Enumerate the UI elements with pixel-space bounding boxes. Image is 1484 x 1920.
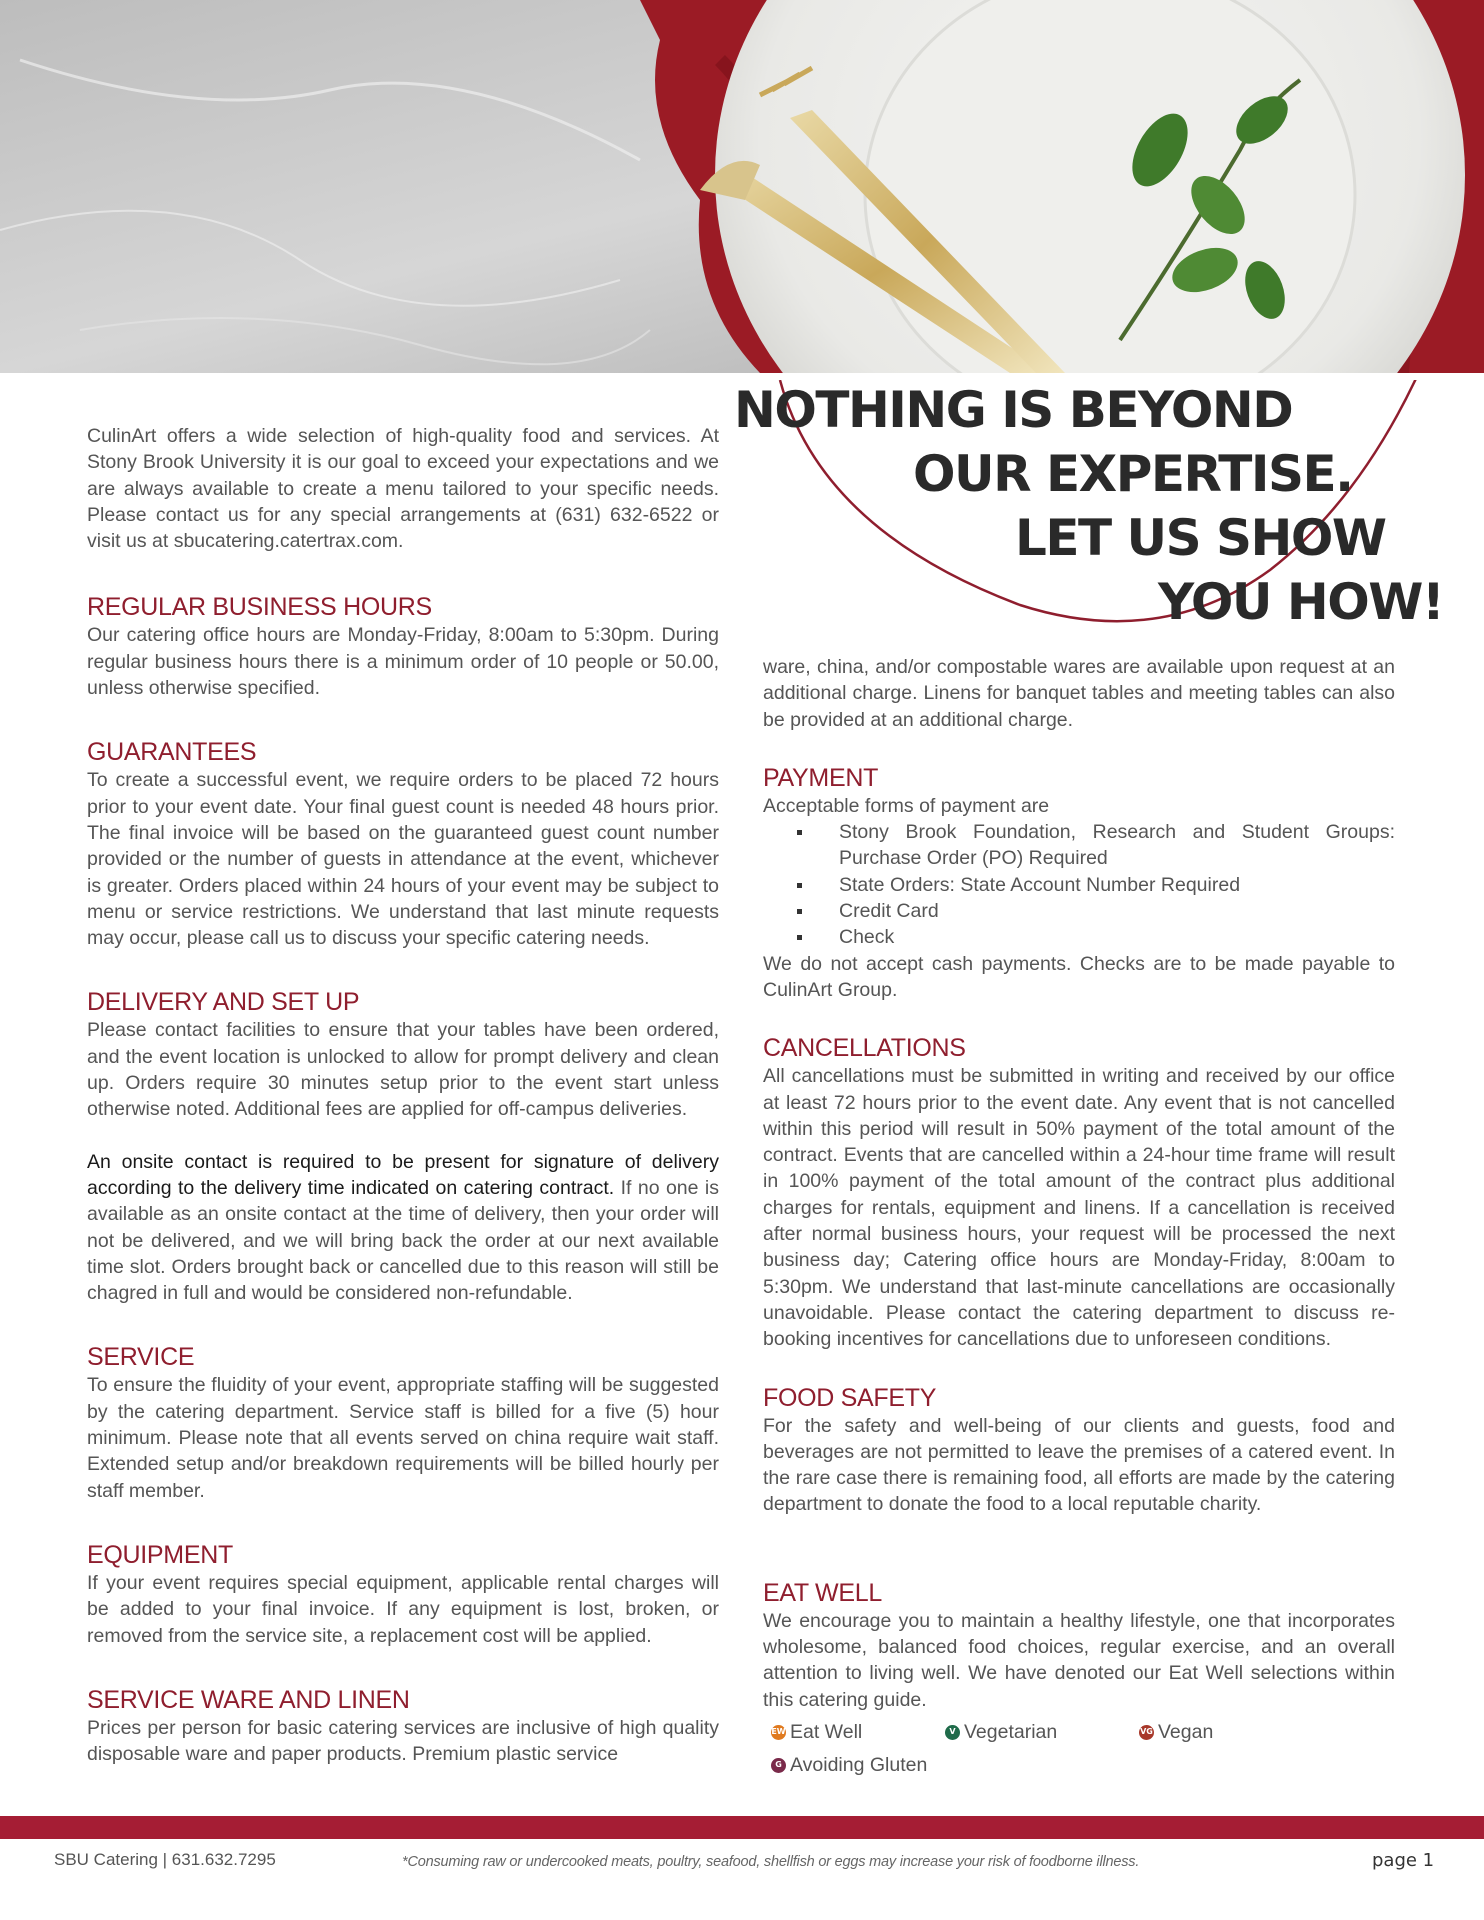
onsite-contact-text: If no one is available as an onsite contact at the time of delivery, then your order will not be delivered, and we will bring back the order at our next available time slot. Orders brought back or cancelled due to this reason will still be chagred in full and would be considered non-refundable. bbox=[87, 1176, 719, 1305]
right-column bbox=[763, 654, 1395, 1779]
section-body-cancellations: All cancellations must be submitted in writing and received by our office at least 72 hours prior to the event date. Any event that is not cancelled within this period will result in 50% payment of the total amount of the contract. Events that are cancelled within a 24-hour time frame will result in 100% payment of the total amount of the contract plus additional charges for rentals, equipment and linens. If a cancellation is received after normal business hours, your request will be processed the next business day; Catering office hours are Monday-Friday, 8:00am to 5:30pm. We understand that last-minute cancellations are occasionally unavoidable. Please contact the catering department to discuss re-booking incentives for cancellations due to unforeseen conditions. bbox=[763, 1065, 1395, 1351]
dietary-legend bbox=[763, 1717, 1395, 1779]
left-column bbox=[87, 423, 719, 1767]
section-body-hours: Our catering office hours are Monday-Friday, 8:00am to 5:30pm. During regular business hours there is a minimum order of 10 people or 50.00, unless otherwise specified. bbox=[87, 624, 719, 700]
section-body-serviceware: Prices per person for basic catering services are inclusive of high quality disposable ware and paper products. Premium plastic service bbox=[87, 1716, 719, 1766]
serviceware-continued: ware, china, and/or compostable wares are available upon request at an additional charge. Linens for banquet tables and meeting tables can also be provided at an additional charge. bbox=[763, 656, 1395, 731]
vegan-icon: VG bbox=[1139, 1725, 1154, 1740]
section-title-food-safety: FOOD SAFETY bbox=[763, 1383, 937, 1412]
payment-method-item: State Orders: State Account Number Required bbox=[839, 872, 1395, 898]
legend-label: Vegan bbox=[1158, 1720, 1214, 1743]
legend-label: Vegetarian bbox=[964, 1720, 1058, 1743]
intro-text: CulinArt offers a wide selection of high-quality food and services. At Stony Brook University it is our goal to exceed your expectations and we are always available to create a menu tailored to your specific needs. Please contact us for any special arrangements at (631) 632-6522 or visit us at sbucatering.catertrax.com. bbox=[87, 425, 719, 553]
vegetarian-icon: V bbox=[945, 1725, 960, 1740]
section-body-eat-well: We encourage you to maintain a healthy lifestyle, one that incorporates wholesome, balanced food choices, regular exercise, and an overall attention to living well. We have denoted our Eat Well selections within this catering guide. bbox=[763, 1609, 1395, 1711]
onsite-contact-emphasis: An onsite contact is required to be present for signature of delivery according to the delivery time indicated on catering contract. bbox=[87, 1150, 719, 1199]
avoiding-gluten-icon: G bbox=[771, 1758, 786, 1773]
plate-illustration bbox=[0, 0, 1484, 373]
headline-line-4: YOU HOW! bbox=[1158, 573, 1444, 631]
payment-method-item: Check bbox=[839, 924, 1395, 950]
headline-line-2: OUR EXPERTISE. bbox=[913, 445, 1353, 503]
payment-lead: Acceptable forms of payment are bbox=[763, 794, 1050, 817]
legend-eat-well bbox=[771, 1719, 862, 1745]
section-body-service: To ensure the fluidity of your event, appropriate staffing will be suggested by the catering department. Service staff is billed for a five (5) hour minimum. Please note that all events served on china require wait staff. Extended setup and/or breakdown requirements will be billed hourly per staff member. bbox=[87, 1374, 719, 1502]
headline-line-1: NOTHING IS BEYOND bbox=[734, 381, 1293, 439]
section-title-payment: PAYMENT bbox=[763, 763, 879, 792]
payment-methods-list bbox=[763, 819, 1395, 950]
page-number: page 1 bbox=[1372, 1850, 1435, 1871]
payment-method-item: Credit Card bbox=[839, 898, 1395, 924]
section-title-hours: REGULAR BUSINESS HOURS bbox=[87, 593, 432, 622]
section-body-equipment: If your event requires special equipment, applicable rental charges will be added to your final invoice. If any equipment is lost, broken, or removed from the service site, a replacement cost will be applied. bbox=[87, 1571, 719, 1647]
payment-method-item: Stony Brook Foundation, Research and Student Groups: Purchase Order (PO) Required bbox=[839, 819, 1395, 872]
legend-label: Avoiding Gluten bbox=[790, 1753, 928, 1776]
legend-vegetarian bbox=[945, 1719, 1057, 1745]
section-title-delivery: DELIVERY AND SET UP bbox=[87, 988, 360, 1017]
hero-image bbox=[0, 0, 1484, 373]
section-body-delivery: Please contact facilities to ensure that your tables have been ordered, and the event location is unlocked to allow for prompt delivery and clean up. Orders require 30 minutes setup prior to the event start unless otherwise noted. Additional fees are applied for off-campus deliveries. bbox=[87, 1019, 719, 1121]
headline-line-3: LET US SHOW bbox=[1015, 509, 1386, 567]
footer-disclaimer: *Consuming raw or undercooked meats, poultry, seafood, shellfish or eggs may increase your risk of foodborne illness. bbox=[402, 1854, 1140, 1870]
headline bbox=[734, 380, 1444, 640]
footer-bar bbox=[0, 1816, 1484, 1839]
onsite-contact-paragraph bbox=[87, 1149, 719, 1307]
section-title-equipment: EQUIPMENT bbox=[87, 1540, 233, 1569]
section-body-guarantees: To create a successful event, we require orders to be placed 72 hours prior to your event date. Your final guest count is needed 48 hours prior. The final invoice will be based on the guaranteed guest count number provided or the number of guests in attendance at the event, whichever is greater. Orders placed within 24 hours of your event may be subject to menu or service restrictions. We understand that last minute requests may occur, please call us to discuss your specific catering needs. bbox=[87, 769, 719, 950]
section-title-eat-well: EAT WELL bbox=[763, 1578, 882, 1607]
footer-contact: SBU Catering | 631.632.7295 bbox=[54, 1850, 276, 1869]
legend-avoiding-gluten bbox=[771, 1752, 927, 1778]
payment-note: We do not accept cash payments. Checks are to be made payable to CulinArt Group. bbox=[763, 952, 1395, 1001]
section-body-food-safety: For the safety and well-being of our clients and guests, food and beverages are not permitted to leave the premises of a catered event. In the rare case there is remaining food, all efforts are made by the catering department to donate the food to a local reputable charity. bbox=[763, 1414, 1395, 1516]
legend-label: Eat Well bbox=[790, 1720, 863, 1743]
section-title-cancellations: CANCELLATIONS bbox=[763, 1034, 966, 1063]
eat-well-icon: EW bbox=[771, 1725, 786, 1740]
section-title-service: SERVICE bbox=[87, 1343, 195, 1372]
section-title-serviceware: SERVICE WARE AND LINEN bbox=[87, 1685, 410, 1714]
legend-vegan bbox=[1139, 1719, 1213, 1745]
section-title-guarantees: GUARANTEES bbox=[87, 738, 257, 767]
